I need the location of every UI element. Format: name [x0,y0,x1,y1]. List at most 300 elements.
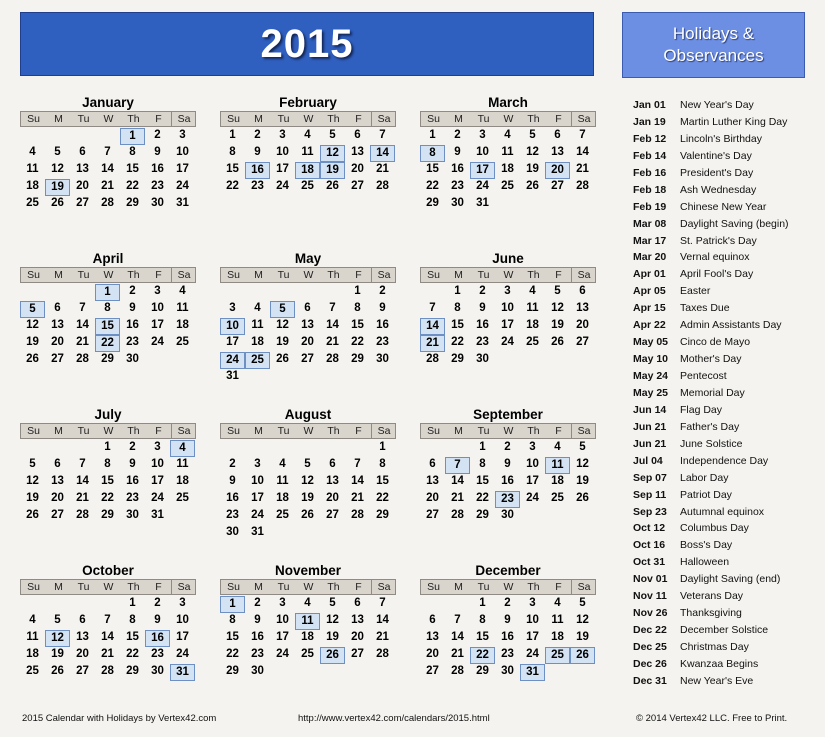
day-cell: 4 [29,146,36,158]
weekday-label: W [503,269,514,281]
day-cell: 8 [104,302,111,314]
day-cell: 11 [251,319,264,331]
day-cell: 4 [279,458,286,470]
day-cell: 9 [129,458,136,470]
month-october [20,563,196,699]
day-cell: 6 [579,285,586,297]
holidays-header-line1: Holidays & [672,24,755,43]
holiday-date: Sep 07 [633,471,667,484]
day-cell: 8 [129,614,136,626]
holiday-row [633,131,813,148]
day-cell: 15 [126,631,139,643]
day-cell: 20 [351,631,364,643]
day-cell: 1 [479,441,486,453]
day-cell: 8 [104,458,111,470]
day-cell: 13 [426,631,439,643]
holiday-name: Admin Assistants Day [680,319,782,332]
holiday-day-cell: 25 [545,647,570,664]
day-cell: 21 [351,492,364,504]
day-cell: 24 [151,492,164,504]
day-cell: 18 [26,648,39,660]
day-cell: 30 [251,665,264,677]
day-cell: 26 [276,353,289,365]
day-cell: 8 [229,146,236,158]
day-cell: 22 [426,180,439,192]
month-april [20,251,196,387]
empty-day [45,284,70,301]
empty-day [45,440,70,457]
weekday-label: F [155,425,162,437]
days-grid [220,596,396,681]
holiday-date: Dec 31 [633,674,667,687]
day-cell: 21 [376,631,389,643]
day-cell: 13 [351,146,364,158]
holiday-date: Nov 11 [633,590,667,603]
empty-day [245,440,270,457]
day-cell: 5 [554,285,561,297]
holiday-row [633,470,813,487]
day-cell: 1 [479,597,486,609]
holiday-day-cell: 11 [295,613,320,630]
day-cell: 27 [576,336,589,348]
weekday-label: Tu [477,113,490,125]
day-cell: 4 [504,129,511,141]
weekday-label: Sa [371,424,396,438]
empty-day [95,596,120,613]
day-cell: 27 [301,353,314,365]
day-cell: 15 [476,631,489,643]
day-cell: 16 [151,163,164,175]
day-cell: 8 [129,146,136,158]
weekday-header [220,111,396,127]
day-cell: 4 [529,285,536,297]
day-cell: 29 [451,353,464,365]
day-cell: 24 [526,492,539,504]
weekday-label: W [303,581,314,593]
day-cell: 5 [54,146,61,158]
weekday-header [420,267,596,283]
day-cell: 31 [151,509,164,521]
day-cell: 16 [501,475,514,487]
day-cell: 25 [176,336,189,348]
holiday-row [633,537,813,554]
holiday-day-cell: 22 [95,335,120,352]
weekday-label: Su [227,269,240,281]
weekday-label: M [54,425,63,437]
day-cell: 15 [226,163,239,175]
month-name: February [279,95,337,110]
weekday-label: Tu [277,269,290,281]
day-cell: 13 [351,614,364,626]
month-name: June [492,251,524,266]
holiday-date: Jun 21 [633,420,667,433]
weekday-label: W [503,581,514,593]
holiday-date: Apr 15 [633,302,666,315]
weekday-label: Th [127,425,140,437]
day-cell: 1 [129,597,136,609]
holiday-date: Oct 16 [633,539,666,552]
day-cell: 18 [251,336,264,348]
weekday-label: Tu [277,113,290,125]
day-cell: 8 [479,458,486,470]
day-cell: 30 [126,509,139,521]
weekday-label: Tu [477,269,490,281]
weekday-label: F [155,113,162,125]
day-cell: 26 [51,665,64,677]
day-cell: 16 [251,631,264,643]
holiday-date: Sep 11 [633,488,667,501]
weekday-header [420,111,596,127]
holiday-name: June Solstice [680,437,743,450]
day-cell: 18 [526,319,539,331]
holiday-name: Labor Day [680,471,729,484]
day-cell: 14 [451,475,464,487]
day-cell: 22 [126,648,139,660]
holiday-name: Patriot Day [680,488,732,501]
day-cell: 11 [276,475,289,487]
holiday-day-cell: 17 [470,162,495,179]
weekday-label: Sa [171,112,196,126]
holiday-name: New Year's Eve [680,674,754,687]
weekday-label: F [555,113,562,125]
day-cell: 29 [226,665,239,677]
day-cell: 12 [576,614,589,626]
day-cell: 15 [126,163,139,175]
day-cell: 20 [301,336,314,348]
day-cell: 6 [79,614,86,626]
day-cell: 22 [376,492,389,504]
holiday-row [633,182,813,199]
day-cell: 26 [551,336,564,348]
day-cell: 9 [129,302,136,314]
day-cell: 30 [501,665,514,677]
holiday-row [633,148,813,165]
holiday-date: Mar 17 [633,234,667,247]
day-cell: 24 [476,180,489,192]
day-cell: 6 [429,614,436,626]
day-cell: 17 [151,475,164,487]
day-cell: 5 [29,458,36,470]
day-cell: 5 [529,129,536,141]
month-name: July [94,407,122,422]
holiday-row [633,266,813,283]
day-cell: 23 [151,648,164,660]
holiday-row [633,300,813,317]
holiday-day-cell: 25 [245,352,270,369]
day-cell: 5 [579,597,586,609]
day-cell: 28 [451,509,464,521]
weekday-label: M [454,581,463,593]
holiday-name: Vernal equinox [680,251,750,264]
weekday-label: M [54,581,63,593]
empty-day [20,128,45,145]
day-cell: 2 [454,129,461,141]
day-cell: 10 [476,146,489,158]
empty-day [245,284,270,301]
holiday-row [633,368,813,385]
holiday-name: Veterans Day [680,590,744,603]
holiday-date: Nov 26 [633,607,668,620]
day-cell: 29 [426,197,439,209]
weekday-label: Su [27,581,40,593]
day-cell: 24 [251,509,264,521]
weekday-label: Su [27,113,40,125]
day-cell: 3 [154,441,161,453]
day-cell: 7 [379,597,386,609]
day-cell: 21 [376,163,389,175]
day-cell: 26 [576,492,589,504]
weekday-label: Tu [77,269,90,281]
empty-day [295,284,320,301]
day-cell: 25 [26,665,39,677]
day-cell: 19 [26,492,39,504]
day-cell: 17 [176,631,189,643]
day-cell: 1 [429,129,436,141]
day-cell: 26 [26,353,39,365]
day-cell: 19 [51,648,64,660]
day-cell: 4 [179,285,186,297]
holidays-header-line2: Observances [663,46,764,65]
day-cell: 10 [526,458,539,470]
day-cell: 26 [51,197,64,209]
day-cell: 20 [426,492,439,504]
day-cell: 7 [579,129,586,141]
holiday-row [633,334,813,351]
day-cell: 8 [354,302,361,314]
weekday-header [420,423,596,439]
holiday-day-cell: 24 [220,352,245,369]
day-cell: 21 [76,492,89,504]
day-cell: 27 [51,353,64,365]
month-name: November [274,563,342,578]
day-cell: 5 [54,614,61,626]
day-cell: 9 [229,475,236,487]
day-cell: 27 [51,509,64,521]
holiday-name: Autumnal equinox [680,505,765,518]
holiday-name: Lincoln's Birthday [680,132,762,145]
holiday-name: Daylight Saving (end) [680,573,781,586]
day-cell: 21 [451,648,464,660]
day-cell: 30 [501,509,514,521]
holiday-name: Martin Luther King Day [680,115,788,128]
day-cell: 13 [326,475,339,487]
holiday-name: New Year's Day [680,99,754,111]
day-cell: 18 [301,631,314,643]
day-cell: 30 [476,353,489,365]
day-cell: 7 [329,302,336,314]
day-cell: 19 [26,336,39,348]
day-cell: 2 [129,285,136,297]
weekday-label: Tu [277,581,290,593]
weekday-label: W [503,113,514,125]
holiday-name: Christmas Day [680,641,749,653]
day-cell: 29 [476,665,489,677]
day-cell: 20 [76,180,89,192]
day-cell: 25 [26,197,39,209]
holiday-name: Memorial Day [680,386,745,399]
weekday-label: W [303,425,314,437]
weekday-label: Su [427,269,440,281]
holiday-row [633,114,813,131]
day-cell: 27 [426,509,439,521]
holiday-row [633,605,813,622]
holiday-day-cell: 1 [95,284,120,301]
day-cell: 2 [129,441,136,453]
day-cell: 2 [504,441,511,453]
empty-day [70,596,95,613]
day-cell: 15 [426,163,439,175]
day-cell: 14 [576,146,589,158]
day-cell: 11 [526,302,539,314]
holiday-date: Feb 19 [633,200,667,213]
day-cell: 16 [126,319,139,331]
holiday-date: May 25 [633,386,669,399]
holiday-name: Father's Day [680,420,740,433]
day-cell: 17 [176,163,189,175]
empty-day [45,128,70,145]
day-cell: 4 [254,302,261,314]
weekday-header [420,579,596,595]
holiday-date: May 05 [633,336,669,349]
day-cell: 4 [304,597,311,609]
weekday-label: F [555,581,562,593]
day-cell: 7 [79,302,86,314]
weekday-label: Sa [371,268,396,282]
day-cell: 15 [476,475,489,487]
day-cell: 1 [379,441,386,453]
holiday-row [633,554,813,571]
holiday-day-cell: 8 [420,145,445,162]
holiday-date: Apr 05 [633,285,666,298]
day-cell: 2 [229,458,236,470]
weekday-header [220,423,396,439]
days-grid [420,440,596,525]
month-name: December [475,563,541,578]
day-cell: 7 [429,302,436,314]
holiday-date: Dec 25 [633,641,667,653]
holiday-day-cell: 5 [270,301,295,318]
day-cell: 15 [451,319,464,331]
day-cell: 30 [151,197,164,209]
weekday-label: F [155,269,162,281]
weekday-label: W [103,425,114,437]
day-cell: 9 [154,146,161,158]
month-name: August [284,407,332,422]
holiday-name: Chinese New Year [680,200,767,213]
weekday-label: M [254,425,263,437]
weekday-label: Th [527,425,540,437]
holiday-day-cell: 5 [20,301,45,318]
holiday-date: Jul 04 [633,454,663,467]
day-cell: 21 [451,492,464,504]
month-name: April [92,251,124,266]
holiday-day-cell: 12 [45,630,70,647]
day-cell: 14 [326,319,339,331]
weekday-label: F [555,269,562,281]
day-cell: 22 [351,336,364,348]
day-cell: 17 [501,319,514,331]
holiday-day-cell: 15 [95,318,120,335]
holiday-name: Columbus Day [680,522,749,535]
holiday-day-cell: 19 [45,179,70,196]
holiday-name: Easter [680,285,711,298]
day-cell: 17 [151,319,164,331]
month-august [220,407,396,543]
day-cell: 16 [376,319,389,331]
day-cell: 23 [126,492,139,504]
holiday-name: Pentecost [680,370,727,382]
day-cell: 24 [176,180,189,192]
holiday-date: Feb 18 [633,183,667,196]
weekday-label: Su [227,581,240,593]
day-cell: 28 [426,353,439,365]
day-cell: 9 [479,302,486,314]
day-cell: 12 [576,458,589,470]
day-cell: 27 [76,665,89,677]
day-cell: 12 [301,475,314,487]
holiday-date: Sep 23 [633,505,667,518]
weekday-label: W [303,269,314,281]
day-cell: 20 [76,648,89,660]
day-cell: 9 [154,614,161,626]
day-cell: 1 [454,285,461,297]
day-cell: 23 [376,336,389,348]
empty-day [445,596,470,613]
day-cell: 11 [176,302,189,314]
day-cell: 10 [151,458,164,470]
day-cell: 5 [304,458,311,470]
day-cell: 2 [379,285,386,297]
day-cell: 3 [254,458,261,470]
day-cell: 14 [76,475,89,487]
weekday-label: Sa [371,580,396,594]
empty-day [270,284,295,301]
weekday-label: W [503,425,514,437]
holiday-date: Dec 22 [633,624,667,637]
holiday-name: Taxes Due [680,302,730,315]
day-cell: 3 [504,285,511,297]
day-cell: 9 [254,614,261,626]
weekday-label: M [254,113,263,125]
day-cell: 12 [551,302,564,314]
day-cell: 7 [79,458,86,470]
holiday-row [633,419,813,436]
day-cell: 15 [101,475,114,487]
weekday-label: M [454,269,463,281]
holiday-date: Feb 16 [633,166,667,179]
day-cell: 21 [101,648,114,660]
holiday-date: Feb 14 [633,149,667,162]
day-cell: 28 [576,180,589,192]
holiday-date: Jun 21 [633,437,667,450]
day-cell: 24 [526,648,539,660]
holiday-row [633,317,813,334]
day-cell: 29 [126,197,139,209]
day-cell: 2 [254,129,261,141]
calendar-year-title: 2015 [260,21,354,66]
weekday-label: Tu [477,581,490,593]
empty-day [420,284,445,301]
day-cell: 17 [526,475,539,487]
footer-url[interactable]: http://www.vertex42.com/calendars/2015.html [298,713,490,724]
day-cell: 13 [51,319,64,331]
day-cell: 16 [501,631,514,643]
day-cell: 29 [126,665,139,677]
holiday-date: Dec 26 [633,657,667,670]
weekday-label: Su [227,113,240,125]
day-cell: 27 [326,509,339,521]
empty-day [45,596,70,613]
